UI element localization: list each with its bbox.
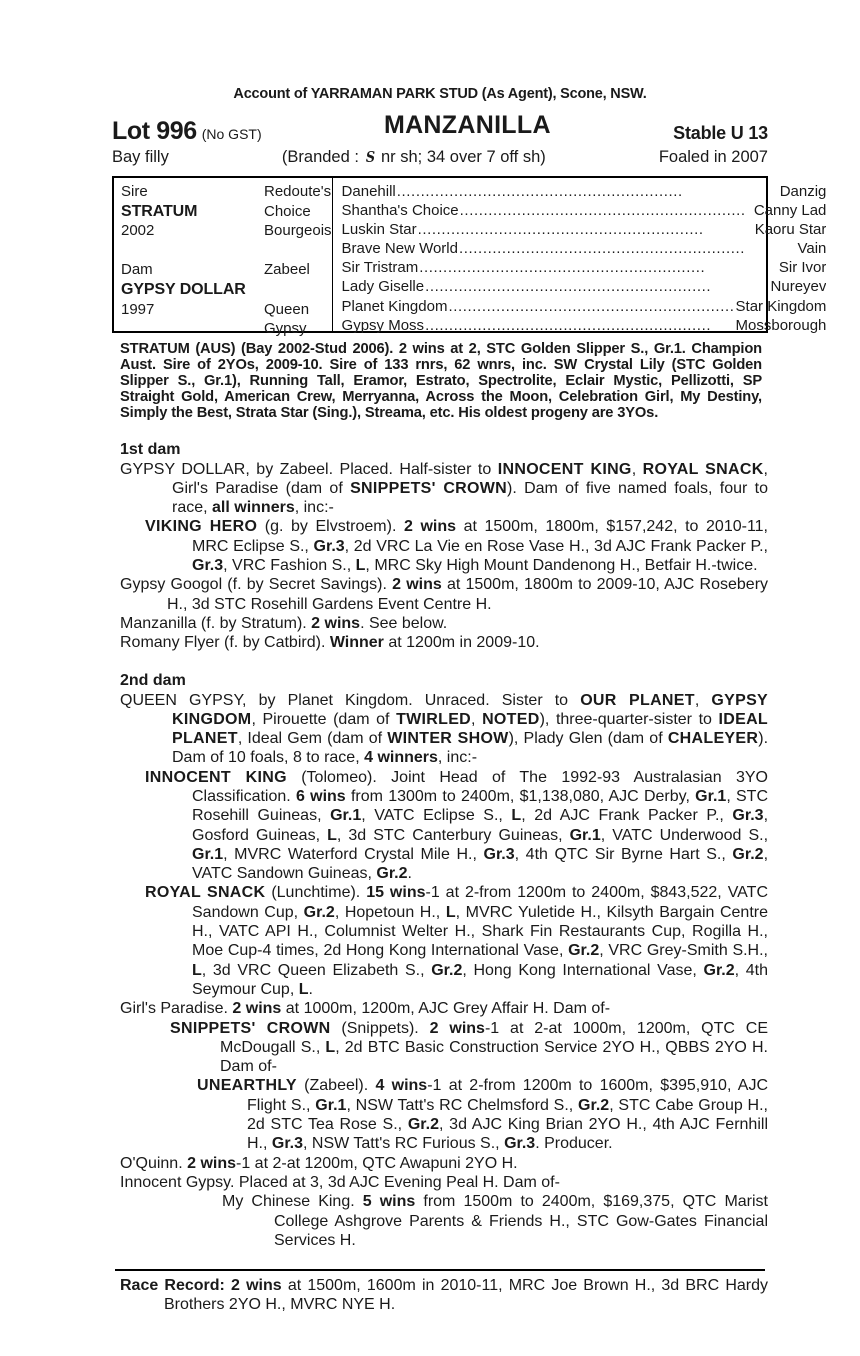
- text-run: , STC Cabe Group H., 2d STC Tea Rose S.,: [247, 1096, 768, 1134]
- brand-symbol-icon: S: [365, 148, 375, 166]
- wins-count: Winner: [329, 634, 384, 652]
- text-run: , 2d AJC Frank Packer P.,: [521, 807, 733, 825]
- leader-dots: ............................................................: [425, 316, 712, 334]
- grade-marker: Gr.2: [431, 961, 463, 979]
- text-run: from 1500m to 2400m, $169,375, QTC Marist College Ashgrove Parents & Friends H., STC Gow-Gates Financial Services H.: [274, 1193, 768, 1249]
- leader-dots: ............................................................: [458, 240, 746, 258]
- grade-marker: Gr.1: [192, 845, 224, 863]
- text-run: , Pirouette (dam of: [251, 710, 397, 728]
- wins-count: 2 wins: [311, 614, 361, 632]
- dam-year: 1997: [121, 300, 155, 318]
- great-grandparent-name: Danzig: [779, 183, 827, 200]
- text-run: -1 at 2-at 1200m, QTC Awapuni 2YO H.: [236, 1154, 518, 1172]
- grade-marker: Gr.3: [732, 807, 764, 825]
- progeny-entry: [112, 999, 768, 1018]
- pedigree-grandparents-column: [333, 178, 834, 334]
- great-grandparent-name: Kaoru Star: [754, 221, 827, 239]
- grade-marker: Gr.3: [504, 1135, 536, 1153]
- race-record: [112, 1276, 768, 1315]
- text-run: at 1500m, 1800m, $157,242, to 2010-11, MRC Eclipse S.,: [192, 518, 768, 555]
- text-run: QUEEN GYPSY, by Planet Kingdom. Unraced. Sister to: [120, 691, 581, 709]
- spacer-4: [264, 280, 332, 300]
- page-content: [112, 86, 827, 1315]
- related-horse: SNIPPETS' CROWN: [350, 479, 508, 497]
- text-run: at 1500m, 1600m in 2010-11, MRC Joe Brown H., 3d BRC Hardy Brothers 2YO H., MVRC NYE H.: [164, 1277, 768, 1314]
- grandparent-name: Shantha's Choice: [341, 202, 459, 220]
- text-run: , NSW Tatt's RC Furious S.,: [303, 1135, 505, 1153]
- wins-count: 5 wins: [362, 1193, 416, 1211]
- horse-name-wrap: [262, 111, 674, 139]
- grandparent-row: [342, 239, 827, 258]
- dam-dam-name: Queen Gypsy: [264, 300, 310, 338]
- related-horse: OUR PLANET: [580, 691, 695, 709]
- progeny-entry: [112, 517, 768, 575]
- dam-name: GYPSY DOLLAR: [121, 280, 246, 298]
- text-run: ), three-quarter-sister to: [539, 710, 719, 728]
- text-run: GYPSY DOLLAR, by Zabeel. Placed. Half-sister to: [120, 460, 498, 478]
- text-run: , 4th Seymour Cup,: [192, 961, 769, 998]
- progeny-entry: [112, 1192, 768, 1250]
- great-grandparent-name: Star Kingdom: [735, 297, 827, 315]
- grandparent-row: [342, 182, 827, 201]
- second-dam-lead: [112, 691, 768, 768]
- text-run: , 3d VRC Queen Elizabeth S.,: [201, 961, 432, 979]
- text-run: from 1300m to 2400m, $1,138,080, AJC Derby,: [345, 787, 696, 805]
- progeny-name: SNIPPETS' CROWN: [170, 1019, 331, 1037]
- text-run: , MVRC Waterford Crystal Mile H.,: [223, 845, 484, 863]
- leader-dots: ............................................................: [417, 221, 704, 239]
- grade-marker: L: [445, 903, 456, 921]
- winners-count: all winners: [212, 499, 295, 517]
- grandparent-name: Planet Kingdom: [341, 297, 448, 315]
- text-run: (f. by Secret Savings).: [222, 576, 393, 594]
- related-horse: CHALEYER: [667, 730, 759, 748]
- text-run: , Hopetoun H.,: [334, 903, 446, 921]
- progeny-entry: [112, 1154, 768, 1173]
- text-run: ,: [471, 710, 483, 728]
- sire-name: STRATUM: [121, 202, 198, 220]
- wins-count: 2 wins: [187, 1154, 236, 1172]
- wins-count: 2 wins: [429, 1019, 485, 1037]
- text-run: , VRC Grey-Smith S.H.,: [599, 942, 769, 960]
- text-run: ,: [631, 460, 643, 478]
- wins-count: 2 wins: [403, 518, 456, 536]
- grade-marker: Gr.3: [313, 537, 345, 555]
- pedigree-parents-column: [114, 178, 333, 338]
- grade-marker: Gr.3: [192, 557, 224, 575]
- progeny-entry: [112, 1173, 768, 1192]
- text-run: , 3d AJC King Brian 2YO H., 4th AJC Fernhill H.,: [247, 1116, 768, 1153]
- pedigree-parents-grid: [121, 182, 332, 338]
- text-run: , VATC Underwood S.,: [600, 826, 769, 844]
- grandparent-row: [342, 316, 827, 335]
- related-horse: NOTED: [482, 710, 540, 728]
- grandparent-name: Gypsy Moss: [341, 316, 425, 334]
- grade-marker: Gr.2: [303, 903, 335, 921]
- progeny-name: O'Quinn.: [120, 1154, 188, 1172]
- text-run: (Zabeel).: [296, 1077, 376, 1095]
- horse-description-row: [112, 148, 768, 167]
- related-horse: TWIRLED: [396, 710, 472, 728]
- progeny-name: Romany Flyer: [120, 634, 220, 652]
- text-run: (g. by Elvstroem).: [257, 518, 404, 536]
- lot-number: Lot 996: [112, 117, 197, 145]
- text-run: ). Dam of 10 foals, 8 to race,: [172, 730, 769, 767]
- text-run: (Tolomeo). Joint Head of The 1992-93 Australasian 3YO Classification.: [192, 768, 768, 805]
- grade-marker: Gr.2: [703, 961, 735, 979]
- sire-dam-name: Bourgeois: [264, 222, 332, 240]
- text-run: ), Plady Glen (dam of: [508, 730, 668, 748]
- leader-dots: ............................................................: [448, 297, 735, 315]
- branded-suffix: nr sh; 34 over 7 off sh): [376, 148, 546, 166]
- dam-sire-name: Zabeel: [264, 261, 310, 279]
- text-run: , VRC Fashion S.,: [223, 557, 356, 575]
- leader-dots: ............................................................: [396, 183, 683, 200]
- text-run: , MVRC Yuletide H., Kilsyth Bargain Centre H., VATC API H., Columnist Welter H., Shark Fin Restaurants Cup, Rogilla H., Moe Cup-4 times, 2d Hong Kong International Vase,: [192, 903, 769, 960]
- colour-sex: Bay filly: [112, 148, 169, 166]
- grandparent-row: [342, 258, 827, 277]
- great-grandparent-name: Sir Ivor: [778, 259, 827, 277]
- text-run: , Hong Kong International Vase,: [462, 961, 704, 979]
- first-dam-heading: 1st dam: [120, 440, 181, 458]
- text-run: at 1200m in 2009-10.: [383, 634, 540, 652]
- text-run: , 4th QTC Sir Byrne Hart S.,: [514, 845, 733, 863]
- text-run: , inc:-: [294, 499, 334, 517]
- race-record-label: Race Record:: [120, 1277, 225, 1295]
- grade-marker: Gr.1: [569, 826, 601, 844]
- progeny-name: VIKING HERO: [145, 518, 258, 536]
- sire-label: Sire: [121, 183, 148, 200]
- text-run: at 1000m, 1200m, AJC Grey Affair H. Dam of-: [281, 1000, 611, 1018]
- winners-count: 4 winners: [364, 749, 438, 767]
- text-run: , Ideal Gem (dam of: [237, 730, 388, 748]
- grade-marker: L: [298, 980, 309, 998]
- great-grandparent-name: Mossborough: [735, 316, 827, 334]
- no-gst-note: (No GST): [201, 126, 262, 142]
- progeny-name: Innocent Gypsy. Placed at 3, 3d AJC Evening Peal H. Dam of-: [120, 1173, 560, 1191]
- progeny-entry: [112, 633, 768, 652]
- grandparent-name: Danehill: [341, 183, 396, 200]
- text-run: -1 at 2-from 1200m to 2400m, $843,522, VATC Sandown Cup,: [192, 884, 768, 921]
- text-run: , Gosford Guineas,: [192, 807, 769, 844]
- progeny-entry: [112, 575, 768, 614]
- progeny-name: INNOCENT KING: [145, 768, 287, 786]
- related-horse: INNOCENT KING: [497, 460, 632, 478]
- related-horse: WINTER SHOW: [387, 730, 509, 748]
- related-horse: GYPSY KINGDOM: [172, 691, 769, 728]
- related-horse: ROYAL SNACK: [642, 460, 764, 478]
- stable-location: Stable U 13: [673, 123, 768, 143]
- progeny-name: My Chinese King.: [222, 1193, 363, 1211]
- text-run: , NSW Tatt's RC Chelmsford S.,: [346, 1096, 579, 1114]
- grade-marker: L: [325, 1038, 336, 1056]
- related-horse: IDEAL PLANET: [172, 710, 768, 748]
- text-run: (f. by Stratum).: [196, 614, 312, 632]
- grade-marker: L: [355, 557, 366, 575]
- grade-marker: L: [327, 826, 337, 844]
- grade-marker: Gr.2: [407, 1116, 439, 1134]
- text-run: ,: [694, 691, 712, 709]
- text-run: (f. by Catbird).: [219, 634, 330, 652]
- progeny-entry: [112, 883, 768, 999]
- grade-marker: Gr.3: [271, 1135, 304, 1153]
- grandparent-name: Luskin Star: [341, 221, 417, 239]
- lot-identifier: [112, 117, 262, 146]
- progeny-entry: [112, 1076, 768, 1153]
- sire-summary-paragraph: STRATUM (AUS) (Bay 2002-Stud 2006). 2 wins at 2, STC Golden Slipper S., Gr.1. Champion Aust. Sire of 2YOs, 2009-10. Sire of 133 rnrs, 62 wnrs, inc. SW Crystal Lily (STC Golden Slipper S., Gr.1), Running Tall, Eramor, Estrato, Spectrolite, Eclair Mystic, Pellizotti, SP Straight Gold, American Crew, Merryanna, Across the Moon, Celebration Girl, My Destiny, Simply the Best, Strata Star (Sing.), Streama, etc. His oldest progeny are 3YOs.: [120, 341, 762, 421]
- grandparent-row: [342, 220, 827, 239]
- grade-marker: L: [511, 807, 522, 825]
- text-run: -1 at 2-at 1000m, 1200m, QTC CE McDougall S.,: [220, 1019, 769, 1056]
- sire-sire-name: Redoute's Choice: [264, 183, 332, 220]
- wins-count: 15 wins: [366, 884, 426, 902]
- grade-marker: Gr.1: [330, 807, 362, 825]
- spacer-3: [264, 241, 332, 261]
- text-run: , STC Rosehill Guineas,: [192, 787, 769, 825]
- grade-marker: Gr.2: [376, 865, 408, 883]
- text-run: at 1500m, 1800m to 2009-10, AJC Rosebery H., 3d STC Rosehill Gardens Event Centre H.: [167, 576, 769, 613]
- text-run: .: [407, 865, 412, 883]
- race-record-divider: [115, 1269, 765, 1271]
- text-run: -1 at 2-from 1200m to 1600m, $395,910, AJC Flight S.,: [247, 1077, 769, 1114]
- spacer-2: [121, 241, 264, 261]
- wins-count: 4 wins: [375, 1077, 428, 1095]
- grandparent-name: Lady Giselle: [341, 278, 425, 296]
- progeny-name: Girl's Paradise.: [120, 1000, 233, 1018]
- grade-marker: Gr.3: [483, 845, 515, 863]
- text-run: (Lunchtime).: [265, 884, 367, 902]
- text-run: , inc:-: [437, 749, 478, 767]
- wins-count: 6 wins: [295, 787, 346, 805]
- text-run: , 2d BTC Basic Construction Service 2YO H., QBBS 2YO H. Dam of-: [220, 1038, 768, 1076]
- great-grandparent-name: Nureyev: [770, 278, 827, 296]
- text-run: .: [308, 980, 313, 998]
- grandparent-row: [342, 277, 827, 296]
- brand-description: [282, 148, 546, 167]
- grandparent-row: [342, 201, 827, 220]
- great-grandparent-name: Canny Lad: [753, 202, 827, 220]
- text-run: , VATC Sandown Guineas,: [192, 845, 769, 883]
- wins-count: 2 wins: [231, 1277, 282, 1295]
- grade-marker: Gr.2: [578, 1096, 610, 1114]
- wins-count: 2 wins: [232, 1000, 282, 1018]
- text-run: , 3d STC Canterbury Guineas,: [336, 826, 570, 844]
- text-run: , MRC Sky High Mount Dandenong H., Betfair H.-twice.: [365, 557, 758, 575]
- progeny-entry: [112, 614, 768, 633]
- great-grandparent-name: Vain: [797, 240, 827, 258]
- second-dam-heading: 2nd dam: [120, 671, 186, 689]
- spacer-1: [264, 202, 332, 222]
- pedigree-table: [112, 176, 827, 338]
- text-run: , Girl's Paradise (dam of: [172, 460, 768, 497]
- horse-name: MANZANILLA: [383, 111, 551, 139]
- account-line: Account of YARRAMAN PARK STUD (As Agent), Scone, NSW.: [233, 86, 647, 102]
- progeny-name: Gypsy Googol: [120, 576, 223, 594]
- grade-marker: Gr.2: [568, 942, 600, 960]
- text-run: , 2d VRC La Vie en Rose Vase H., 3d AJC Frank Packer P.,: [344, 537, 768, 555]
- progeny-name: ROYAL SNACK: [145, 884, 266, 902]
- text-run: ). Dam of five named foals, four to race,: [172, 479, 768, 517]
- wins-count: 2 wins: [392, 576, 442, 594]
- leader-dots: ............................................................: [459, 202, 746, 220]
- grandparent-name: Sir Tristram: [341, 259, 419, 277]
- sire-year: 2002: [121, 222, 155, 240]
- lot-title-row: [112, 111, 768, 146]
- grandparent-name: Brave New World: [341, 240, 458, 258]
- grade-marker: L: [192, 961, 202, 979]
- grade-marker: Gr.1: [695, 787, 727, 805]
- text-run: , VATC Eclipse S.,: [361, 807, 512, 825]
- text-run: (Snippets).: [330, 1019, 430, 1037]
- progeny-name: Manzanilla: [120, 614, 197, 632]
- foaled-year: Foaled in 2007: [658, 148, 768, 166]
- text-run: . Producer.: [535, 1135, 613, 1153]
- grade-marker: Gr.2: [732, 845, 764, 863]
- leader-dots: ............................................................: [419, 259, 706, 277]
- progeny-entry: [112, 768, 768, 884]
- progeny-entry: [112, 1019, 768, 1077]
- leader-dots: ............................................................: [425, 278, 712, 296]
- branded-prefix: (Branded :: [281, 148, 364, 166]
- dam-label: Dam: [121, 261, 153, 279]
- grade-marker: Gr.1: [315, 1096, 347, 1114]
- text-run: . See below.: [360, 614, 448, 632]
- first-dam-lead: [112, 460, 768, 518]
- progeny-name: UNEARTHLY: [197, 1077, 297, 1095]
- grandparent-row: [342, 297, 827, 316]
